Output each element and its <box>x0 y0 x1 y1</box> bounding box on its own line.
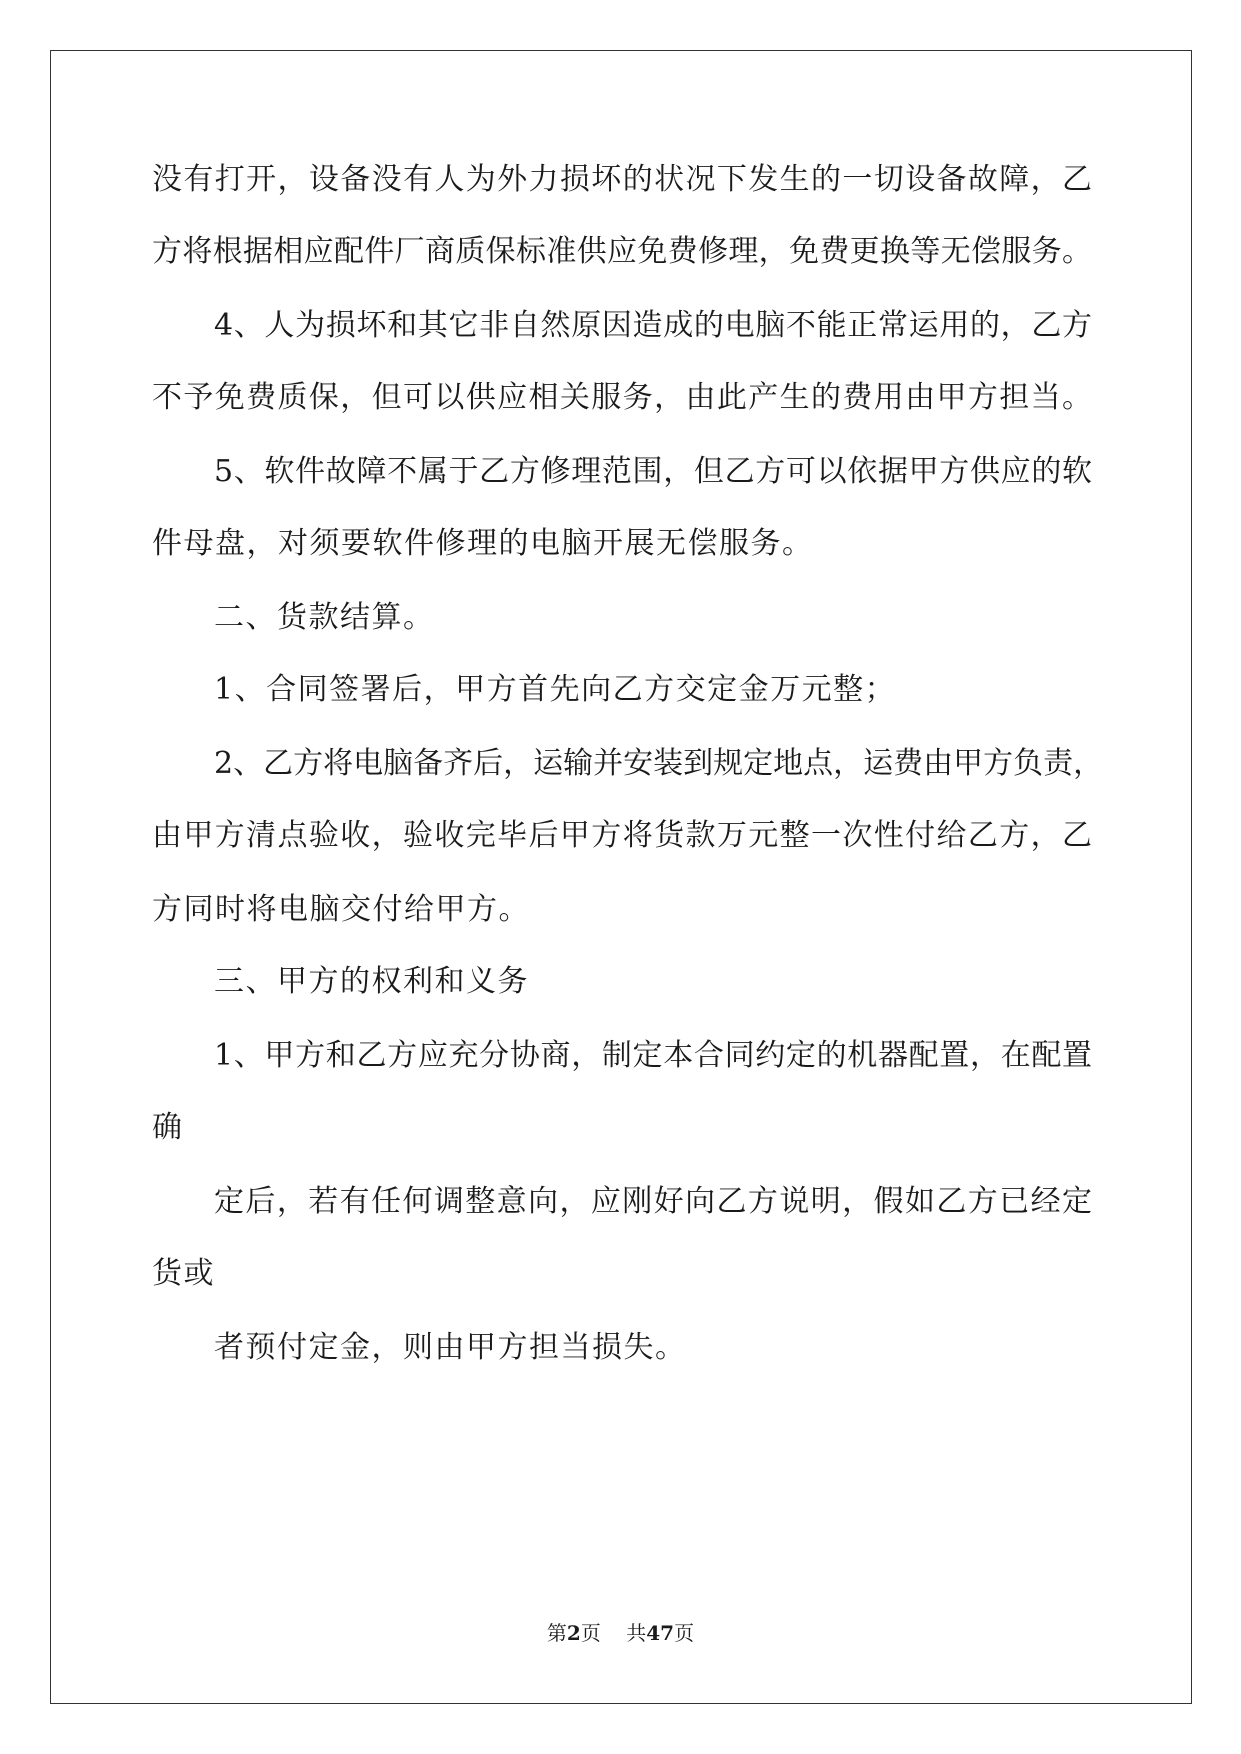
text-line: 方同时将电脑交付给甲方。 <box>152 892 530 927</box>
text-line: 定后，若有任何调整意向，应刚好向乙方说明，假如乙方已经定 <box>214 1184 1092 1219</box>
text-line: 1、甲方和乙方应充分协商，制定本合同约定的机器配置，在配置 <box>214 1038 1092 1073</box>
page-label-prefix: 第 <box>546 1621 567 1645</box>
text-line: 方将根据相应配件厂商质保标准供应免费修理，免费更换等无偿服务。 <box>152 234 1092 269</box>
section-heading: 二、货款结算。 <box>214 600 435 635</box>
page-border <box>50 50 1192 1704</box>
text-line: 确 <box>152 1110 184 1145</box>
page-label-suffix: 页 <box>580 1621 601 1645</box>
section-heading: 三、甲方的权利和义务 <box>214 964 529 999</box>
text-line: 者预付定金，则由甲方担当损失。 <box>214 1330 687 1365</box>
total-label-suffix: 页 <box>674 1621 695 1645</box>
text-line: 5、软件故障不属于乙方修理范围，但乙方可以依据甲方供应的软 <box>214 454 1092 489</box>
total-pages: 47 <box>646 1621 675 1645</box>
text-line: 货或 <box>152 1256 215 1291</box>
text-line: 4、人为损坏和其它非自然原因造成的电脑不能正常运用的，乙方 <box>214 308 1092 343</box>
text-line: 没有打开，设备没有人为外力损坏的状况下发生的一切设备故障，乙 <box>152 162 1092 197</box>
text-line: 由甲方清点验收，验收完毕后甲方将货款万元整一次性付给乙方，乙 <box>152 818 1092 853</box>
text-line: 2、乙方将电脑备齐后，运输并安装到规定地点，运费由甲方负责， <box>214 746 1104 781</box>
total-label-prefix: 共 <box>626 1621 647 1645</box>
page-footer <box>0 1617 1241 1646</box>
text-line: 1、合同签署后，甲方首先向乙方交定金万元整； <box>214 672 897 707</box>
page-number: 2 <box>566 1621 581 1645</box>
text-line: 件母盘，对须要软件修理的电脑开展无偿服务。 <box>152 526 814 561</box>
text-line: 不予免费质保，但可以供应相关服务，由此产生的费用由甲方担当。 <box>152 380 1092 415</box>
